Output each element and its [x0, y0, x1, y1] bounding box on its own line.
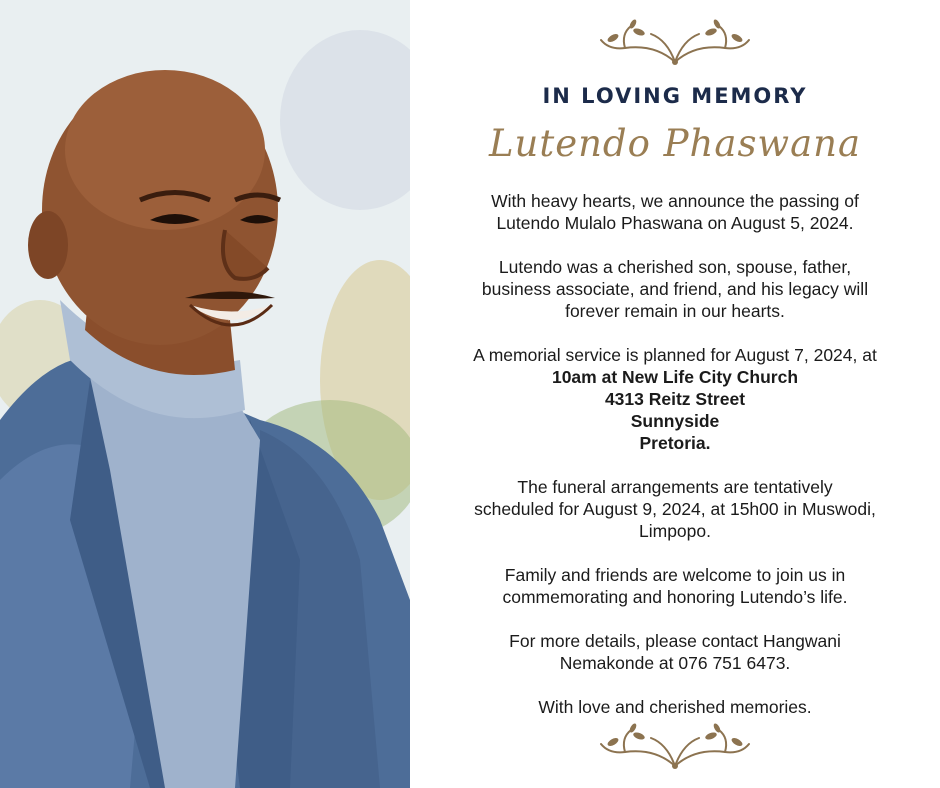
memorial-location-line: Pretoria.	[639, 433, 711, 453]
announcement-body	[420, 190, 930, 740]
text-line: A memorial service is planned for August 7, 2024, at	[473, 345, 877, 365]
memorial-location-line: 4313 Reitz Street	[604, 389, 746, 409]
floral-flourish-icon	[595, 14, 755, 70]
funeral-paragraph	[420, 476, 930, 542]
welcome-paragraph	[420, 564, 930, 608]
text-line: Family and friends are welcome to join us in	[504, 565, 846, 585]
text-line: scheduled for August 9, 2024, at 15h00 in Muswodi,	[474, 499, 876, 519]
text-line: Lutendo Mulalo Phaswana on August 5, 2024.	[496, 213, 854, 233]
contact-paragraph	[420, 630, 930, 674]
deceased-name: Lutendo Phaswana	[488, 122, 862, 165]
text-line: For more details, please contact Hangwani	[509, 631, 841, 651]
memorial-location-line: Sunnyside	[630, 411, 720, 431]
text-line: With love and cherished memories.	[538, 697, 812, 717]
text-line: commemorating and honoring Lutendo’s life.	[502, 587, 848, 607]
memorial-text-panel	[410, 0, 940, 788]
text-line: With heavy hearts, we announce the passing of	[491, 191, 859, 211]
floral-flourish-icon	[595, 718, 755, 774]
portrait-photo	[0, 0, 410, 788]
text-line: Limpopo.	[639, 521, 711, 541]
memorial-location-line: 10am at New Life City Church	[551, 367, 799, 387]
page-title: IN LOVING MEMORY	[542, 84, 808, 108]
closing-paragraph	[420, 696, 930, 718]
text-line: forever remain in our hearts.	[565, 301, 785, 321]
memorial-paragraph	[420, 344, 930, 454]
text-line: Lutendo was a cherished son, spouse, father,	[498, 257, 852, 277]
announcement-paragraph	[420, 190, 930, 234]
text-line: business associate, and friend, and his legacy will	[481, 279, 869, 299]
text-line: The funeral arrangements are tentatively	[517, 477, 833, 497]
portrait-illustration	[0, 0, 410, 788]
tribute-paragraph	[420, 256, 930, 322]
text-line: Nemakonde at 076 751 6473.	[559, 653, 791, 673]
